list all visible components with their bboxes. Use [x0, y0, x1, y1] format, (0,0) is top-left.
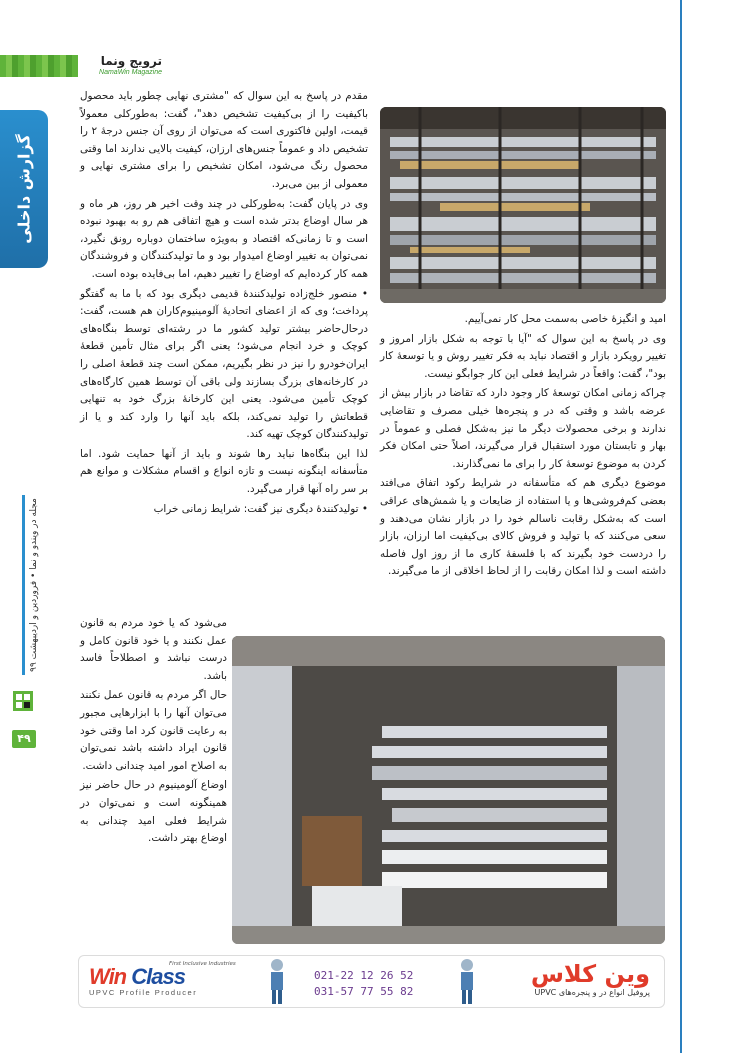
window-icon [12, 690, 34, 712]
paragraph: موضوع دیگری هم که متأسفانه در شرایط رکود اتفاق می‌افتد بعضی کم‌فروشی‌ها و یا استفاده از ضایعات و یا شمش‌های عراقی است که به‌شکل رقابت ناسالم خود را در بازار نشان می‌دهند و سعی می‌کنند که با تولید و فروش کالای بی‌کیفیت اما ارزان، بازار را دردست خود بگیرند که با فلسفۀ کاری ما از روز اول فاصله داشته است و لذا امکان رقابت را از لحاظ اخلاقی از ما می‌گیرند. [380, 477, 666, 578]
article-column-right [380, 311, 666, 583]
paragraph: اوضاع آلومینیوم در حال حاضر نیز همینگونه است و نمی‌توان در شرایط فعلی امید چندانی به اوضاع بهتر داشت. [80, 779, 227, 845]
section-title: گزارش داخلی [14, 134, 34, 244]
ad-brand-class: Class [131, 964, 185, 989]
mascot-icon [267, 958, 287, 1006]
phone-number[interactable]: 031-57 77 55 82 [314, 985, 414, 998]
paragraph: امید و انگیزۀ خاصی به‌سمت محل کار نمی‌آییم. [464, 313, 666, 325]
page-number: ۴۹ [12, 730, 36, 748]
ad-brand-persian: وین کلاس [530, 960, 650, 988]
article-column-left [80, 88, 368, 520]
ad-tagline: First Inclusive Industries [169, 961, 236, 967]
logo-title: ترویج‌ ونما [100, 54, 162, 68]
paragraph: مقدم در پاسخ به این سوال که "مشتری نهایی چطور باید محصول باکیفیت را از بی‌کیفیت تشخیص دهد"، گفت: به‌طورکلی معمولاً قیمت، اولین فاکتوری است که می‌توان از روی آن جنس درجۀ ۲ را تشخیص داد و عموماً جنس‌های ارزان، کیفیت بالایی ندارند اما وقتی محصول رنگ می‌شود، امکان تشخیص را برای مشتری نهایی و معمولی از بین می‌برد. [80, 90, 368, 190]
paragraph: وی در پاسخ به این سوال که "آیا با توجه به شکل بازار امروز و تغییر رویکرد بازار و اقتصاد نباید به فکر تغییر روش و یا توسعۀ کار بود"، گفت: واقعاً در شرایط فعلی این کار جوابگو نیست. [380, 332, 666, 380]
ad-brand-win: Win [89, 964, 127, 989]
paragraph: می‌شود که یا خود مردم به قانون عمل نکنند و یا خود قانون کامل و درست نباشد و اصطلاحاً فاسد باشد. [80, 617, 227, 682]
ad-subtitle-latin: UPVC Profile Producer [89, 988, 198, 997]
paragraph: چراکه زمانی امکان توسعۀ کار وجود دارد که تقاضا در بازار بیش از عرضه باشد و وقتی که در و پنجره‌ها خیلی مصرف و تقاضایی ندارند و برخی محصولات دیگر ما نیز به‌شکل فصلی و عموماً در بهار و تابستان مورد استقبال قرار می‌گیرند، اصلاً حتی امکان فکر کردن به موضوع توسعۀ کار را برای ما نمی‌گذارند. [380, 387, 666, 470]
mascot-icon [457, 958, 477, 1006]
winclass-logo-latin [89, 961, 244, 1002]
magazine-logo[interactable] [80, 54, 162, 80]
paragraph: • منصور خلج‌زاده تولیدکنندۀ قدیمی دیگری بود که با ما به گفتگو پرداخت؛ وی که از اعضای اتحادیۀ آلومینیوم‌کاران هم هست، گفت: درحال‌حاضر بیشتر تولید کشور ما در رشته‌ای توسط بنگاه‌های کوچک و خرد انجام می‌شود؛ یعنی اگر برای مثال تأمین قطعۀ ایران‌خودرو را نیز در نظر بگیریم، ممکن است چند قطعۀ اصلی را در کارخانه‌های بزرگ بسازند ولی باقی آن توسط همین کارگاه‌های کوچک تأمین می‌شود. یعنی این کارخانۀ بزرگ خود به تنهایی قطعاتش را تولید نمی‌کند، بلکه باید آنها را وارد کند و یا از تولیدکنندگان کوچک تهیه کند. [80, 287, 368, 441]
header-stripe [0, 55, 78, 77]
sidebar-line [22, 495, 25, 675]
logo-subtitle: NamaWin Magazine [99, 69, 162, 76]
paragraph: لذا این بنگاه‌ها نباید رها شوند و باید از آنها حمایت شود. اما متأسفانه اینگونه نیست و تازه انواع و اقسام مشکلات و موانع هم بر سر راه آنها قرار می‌گیرد. [80, 447, 368, 496]
ad-brand-latin [89, 964, 244, 990]
article-column-narrow [80, 615, 227, 850]
paragraph: حال اگر مردم به قانون عمل نکنند می‌توان آنها را با ابزارهایی مجبور به رعایت قانون کرد اما وقتی خود قانون ایراد داشته باشد نمی‌توان به اصلاح امور امید چندانی داشت. [80, 689, 227, 772]
shop-photo [232, 636, 665, 944]
paragraph: وی در پایان گفت: به‌طورکلی در چند وقت اخیر هر روز، هر ماه و هر سال اوضاع بدتر شده است و هیچ اتفاقی هم رو به بهبود نبوده است و تا زمانی‌که اقتصاد و به‌ویژه ساختمان دوباره رونق نگیرد، نمی‌توان به تغییر اوضاع امیدوار بود و ما تولیدکنندگان و فروشندگان همه کار کرده‌ایم که اوضاع را تغییر دهیم، اما بی‌فایده بوده است. [80, 197, 368, 280]
margin-rule [680, 0, 682, 1053]
paragraph: • تولیدکنندۀ دیگری نیز گفت: شرایط زمانی خراب [153, 502, 368, 515]
warehouse-photo [380, 107, 666, 303]
ad-phone-numbers [314, 968, 413, 1000]
phone-number[interactable]: 021-22 12 26 52 [314, 969, 414, 982]
issue-info: مجله در ویندو و نما • فروردین و اردیبهشت ۹۹ [29, 498, 39, 672]
ad-subtitle-persian: پروفیل انواع در و پنجره‌های UPVC [534, 988, 650, 997]
section-tab [0, 110, 48, 268]
winclass-logo-persian [500, 960, 650, 1004]
advertisement-banner[interactable] [78, 955, 665, 1008]
